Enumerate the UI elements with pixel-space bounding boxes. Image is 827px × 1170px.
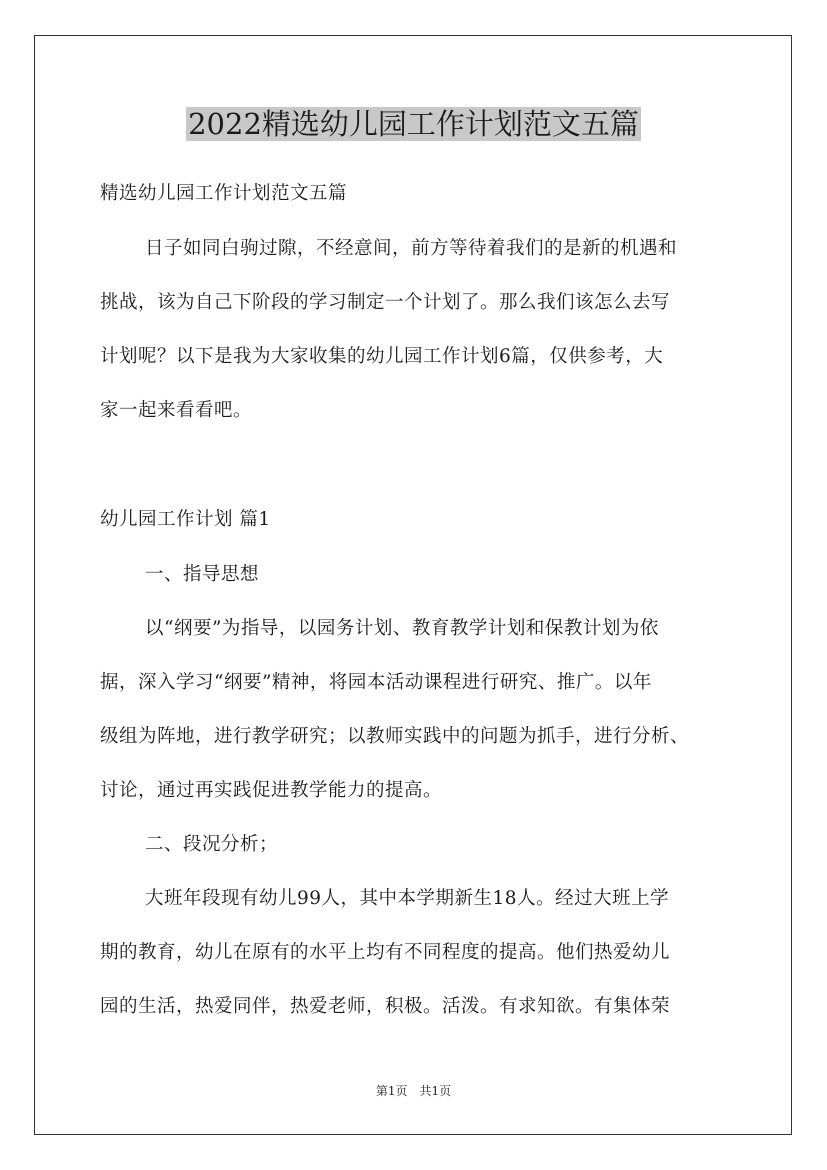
document-subtitle: 精选幼儿园工作计划范文五篇 <box>100 183 348 204</box>
intro-line-1: 日子如同白驹过隙，不经意间，前方等待着我们的是新的机遇和 <box>145 238 678 259</box>
part1-line-4: 讨论，通过再实践促进教学能力的提高。 <box>100 780 443 801</box>
part1-line-3: 级组为阵地，进行教学研究；以教师实践中的问题为抓手，进行分析、 <box>100 726 690 747</box>
part2-line-1: 大班年段现有幼儿99人，其中本学期新生18人。经过大班上学 <box>145 888 670 909</box>
section-heading: 幼儿园工作计划 篇1 <box>100 509 271 530</box>
intro-line-4: 家一起来看看吧。 <box>100 400 253 421</box>
document-title <box>0 104 827 144</box>
intro-line-3: 计划呢？以下是我为大家收集的幼儿园工作计划6篇，仅供参考，大 <box>100 346 664 367</box>
part1-line-2: 据，深入学习“纲要”精神，将园本活动课程进行研究、推广。以年 <box>100 672 652 693</box>
part2-line-3: 园的生活，热爱同伴，热爱老师，积极。活泼。有求知欲。有集体荣 <box>100 996 671 1017</box>
page-footer: 第1页 共1页 <box>375 1084 452 1098</box>
document-title-text: 2022精选幼儿园工作计划范文五篇 <box>188 107 639 141</box>
part1-heading: 一、指导思想 <box>145 564 260 585</box>
intro-line-2: 挑战，该为自己下阶段的学习制定一个计划了。那么我们该怎么去写 <box>100 292 671 313</box>
part2-heading: 二、段况分析； <box>145 834 279 855</box>
part2-line-2: 期的教育，幼儿在原有的水平上均有不同程度的提高。他们热爱幼儿 <box>100 942 671 963</box>
part1-line-1: 以“纲要”为指导，以园务计划、教育教学计划和保教计划为依 <box>145 618 659 639</box>
